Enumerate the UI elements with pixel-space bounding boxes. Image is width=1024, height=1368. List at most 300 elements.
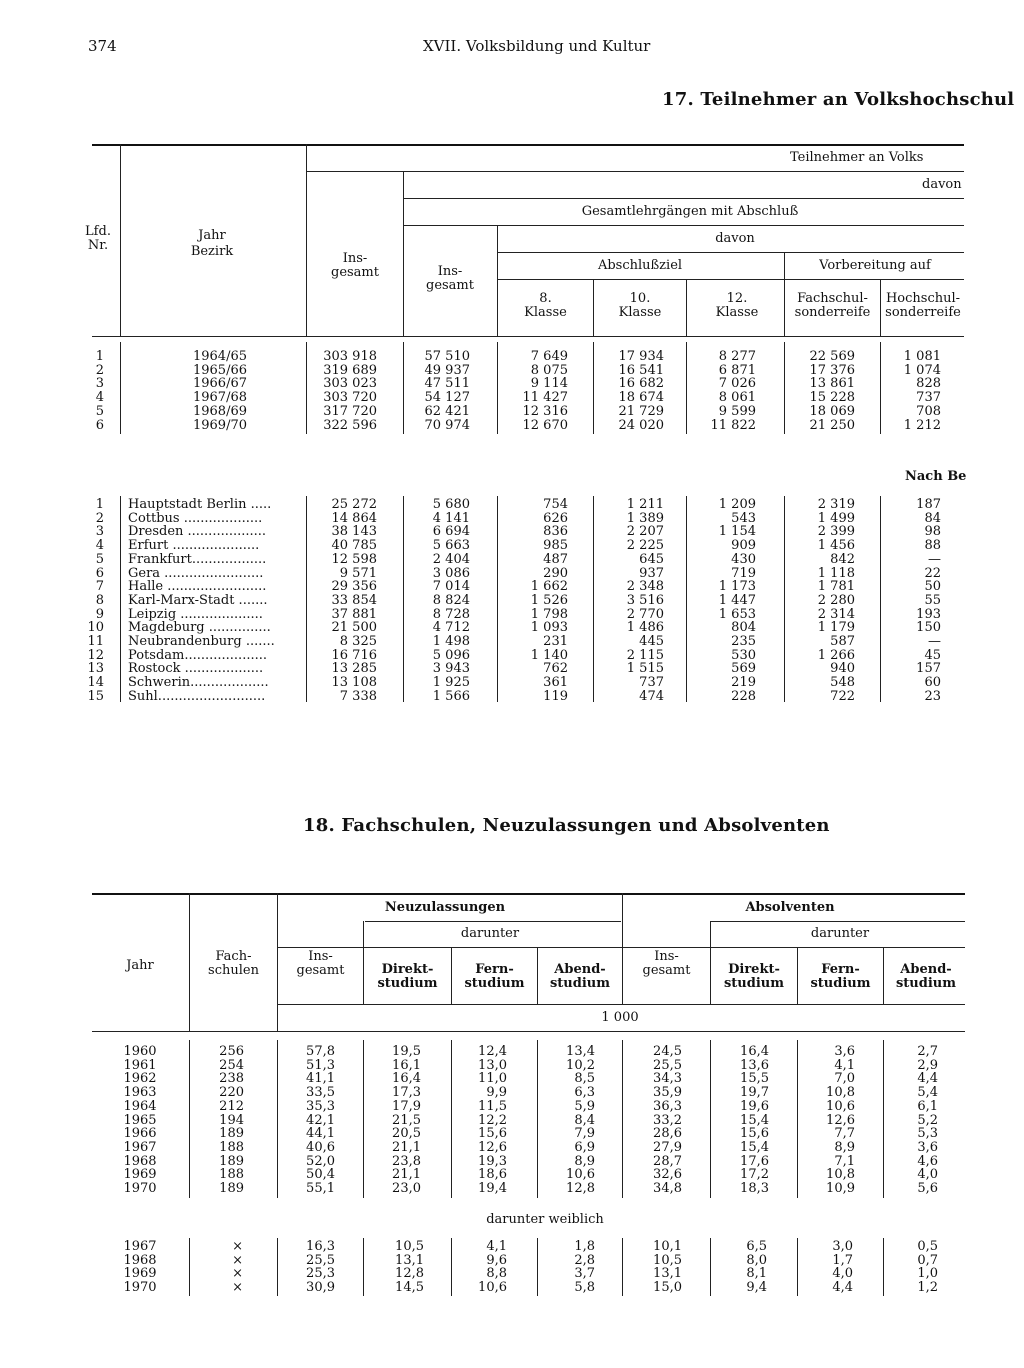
- table-cell: 12,2: [478, 1112, 507, 1128]
- table-cell: 2: [95, 510, 104, 526]
- table-cell: Magdeburg ...............: [128, 620, 271, 636]
- table-cell: 6,1: [917, 1098, 938, 1114]
- table-cell: 5: [95, 551, 104, 567]
- header-fachschulen: Fach- schulen: [208, 949, 259, 978]
- year-label-column: [170, 350, 270, 432]
- year-k10-column: [594, 350, 664, 432]
- table-cell: 47 511: [424, 376, 470, 392]
- table-cell: 2 314: [817, 606, 855, 622]
- table-cell: Hauptstadt Berlin .....: [128, 498, 272, 512]
- table-cell: 5 663: [432, 538, 470, 554]
- table-cell: 1,0: [917, 1266, 938, 1282]
- table-cell: 4: [95, 538, 104, 554]
- table-cell: 3: [95, 524, 104, 540]
- table-cell: 17,6: [740, 1153, 769, 1169]
- table-cell: 13,6: [740, 1057, 769, 1073]
- table-cell: 8 728: [432, 606, 470, 622]
- table-cell: 10,8: [826, 1167, 855, 1183]
- table-cell: 12: [87, 647, 104, 663]
- table-cell: 626: [543, 510, 568, 526]
- table-cell: Gera ........................: [128, 565, 264, 581]
- all-jahr-column: [110, 1045, 170, 1196]
- table-cell: 35,3: [306, 1098, 335, 1114]
- table-cell: 361: [543, 675, 568, 691]
- table-cell: 12 316: [522, 403, 568, 419]
- table-cell: 8,9: [834, 1139, 855, 1155]
- table17-title: 17. Teilnehmer an Volkshochschul: [662, 89, 1015, 110]
- table-cell: 1963: [123, 1085, 157, 1101]
- header-ab-abend: Abend- studium: [895, 962, 956, 991]
- table-cell: ×: [232, 1266, 243, 1282]
- table-cell: 21 250: [809, 417, 855, 433]
- table-cell: 189: [219, 1153, 244, 1169]
- table-cell: 70 974: [424, 417, 470, 433]
- district-insgesamt-column: [300, 498, 377, 704]
- table-cell: 28,7: [653, 1153, 682, 1169]
- header-neuzulassungen: Neuzulassungen: [384, 900, 506, 915]
- district-lehrg-insgesamt-column: [400, 498, 470, 704]
- table-cell: 4 712: [432, 620, 470, 636]
- table-cell: 27,9: [653, 1139, 682, 1155]
- district-k8-column: [498, 498, 568, 704]
- table-cell: 40 785: [331, 538, 377, 554]
- table-cell: 187: [916, 497, 941, 512]
- all-nz-fern-column: [452, 1045, 507, 1196]
- table-cell: 30,9: [306, 1280, 335, 1296]
- table-cell: 737: [639, 675, 664, 691]
- table-cell: 25,5: [306, 1252, 335, 1268]
- table-cell: 1964/65: [192, 349, 247, 364]
- table-cell: 1: [95, 349, 104, 364]
- table-cell: 10,8: [826, 1085, 855, 1101]
- table-cell: 19,3: [478, 1153, 507, 1169]
- table-cell: 708: [916, 403, 941, 419]
- table-cell: 4,0: [832, 1266, 853, 1282]
- table-cell: 5,8: [574, 1280, 595, 1296]
- table-cell: 5,2: [917, 1112, 938, 1128]
- table-cell: 2,8: [574, 1252, 595, 1268]
- header-teilnehmer: Teilnehmer an Volks: [790, 150, 924, 165]
- table-cell: 34,3: [653, 1071, 682, 1087]
- table-cell: 36,3: [653, 1098, 682, 1114]
- table-cell: ×: [232, 1252, 243, 1268]
- table-cell: 0,7: [917, 1252, 938, 1268]
- table-cell: 188: [219, 1167, 244, 1183]
- table-cell: 1 653: [718, 606, 756, 622]
- table-cell: 228: [731, 688, 756, 704]
- weiblich-label: darunter weiblich: [486, 1212, 604, 1227]
- table-cell: 256: [219, 1044, 244, 1059]
- unit-label: 1 000: [601, 1010, 639, 1025]
- table-cell: 50: [924, 579, 941, 595]
- table-cell: Karl-Marx-Stadt .......: [128, 592, 268, 608]
- weiblich-jahr-column: [110, 1240, 170, 1295]
- table-cell: 24 020: [618, 417, 664, 433]
- weiblich-ab-insgesamt-column: [623, 1240, 682, 1295]
- district-k10-column: [594, 498, 664, 704]
- table-cell: 1 118: [817, 565, 855, 581]
- table-cell: 5 680: [432, 497, 470, 512]
- table-cell: 23: [924, 688, 941, 704]
- table-cell: Erfurt .....................: [128, 538, 260, 554]
- table-cell: 1 526: [530, 592, 568, 608]
- table-cell: 1 173: [718, 579, 756, 595]
- table-cell: 13 861: [809, 376, 855, 392]
- table-cell: 8: [95, 592, 104, 608]
- table-cell: 3 516: [626, 592, 664, 608]
- table-cell: 14,5: [395, 1280, 424, 1296]
- table-cell: 62 421: [424, 403, 470, 419]
- table-cell: 11,0: [478, 1071, 507, 1087]
- table-cell: 17 934: [618, 349, 664, 364]
- table-cell: 1966/67: [192, 376, 247, 392]
- table-cell: Schwerin...................: [128, 675, 269, 691]
- table-cell: 1 211: [626, 497, 664, 512]
- all-nz-abend-column: [538, 1045, 595, 1196]
- table-cell: 188: [219, 1139, 244, 1155]
- table-cell: 12,6: [826, 1112, 855, 1128]
- table-cell: 254: [219, 1057, 244, 1073]
- table-cell: 1 179: [817, 620, 855, 636]
- table-cell: 543: [731, 510, 756, 526]
- table-cell: 985: [543, 538, 568, 554]
- table-cell: 15,0: [653, 1280, 682, 1296]
- table-cell: 8 325: [339, 634, 377, 650]
- table-cell: 11 822: [710, 417, 756, 433]
- year-lehrg-insgesamt-column: [400, 350, 470, 432]
- table-cell: 530: [731, 647, 756, 663]
- year-k8-column: [498, 350, 568, 432]
- table-cell: 2 348: [626, 579, 664, 595]
- table-cell: 2 280: [817, 592, 855, 608]
- table-cell: 10,6: [826, 1098, 855, 1114]
- header-gesamtlehrgaenge: Gesamtlehrgängen mit Abschluß: [581, 204, 799, 219]
- table-cell: 12,4: [478, 1044, 507, 1059]
- table-cell: 9: [95, 606, 104, 622]
- table-cell: 1969: [123, 1266, 157, 1282]
- table-cell: 487: [543, 551, 568, 567]
- table-cell: 1970: [123, 1280, 157, 1296]
- table-cell: 10,6: [566, 1167, 595, 1183]
- table-cell: 645: [639, 551, 664, 567]
- table-cell: 37 881: [331, 606, 377, 622]
- table-cell: 25,5: [653, 1057, 682, 1073]
- table-cell: 15: [87, 688, 104, 704]
- table-cell: 719: [731, 565, 756, 581]
- table-cell: 6,3: [574, 1085, 595, 1101]
- table-cell: 42,1: [306, 1112, 335, 1128]
- table-cell: 40,6: [306, 1139, 335, 1155]
- table-cell: 1 925: [432, 675, 470, 691]
- table-cell: 33 854: [331, 592, 377, 608]
- table-cell: 1962: [123, 1071, 157, 1087]
- nach-bezirken-label: Nach Be: [905, 469, 967, 484]
- table-cell: 8 824: [432, 592, 470, 608]
- table-cell: 1960: [123, 1044, 157, 1059]
- table-cell: 804: [731, 620, 756, 636]
- table-cell: 45: [924, 647, 941, 663]
- table-cell: 17,2: [740, 1167, 769, 1183]
- table-cell: 84: [924, 510, 941, 526]
- table-cell: ×: [232, 1239, 243, 1254]
- table-cell: 3,7: [574, 1266, 595, 1282]
- table-cell: ×: [232, 1280, 243, 1296]
- table18-title: 18. Fachschulen, Neuzulassungen und Absolventen: [303, 815, 830, 836]
- table-cell: 15 228: [809, 390, 855, 406]
- table-cell: 18 069: [809, 403, 855, 419]
- header-10-klasse: 10. Klasse: [618, 291, 662, 320]
- table-cell: 1966: [123, 1126, 157, 1142]
- table-cell: 33,5: [306, 1085, 335, 1101]
- table-cell: 50,4: [306, 1167, 335, 1183]
- table-cell: 29 356: [331, 579, 377, 595]
- year-fachschul-column: [785, 350, 855, 432]
- district-nr-column: [80, 498, 104, 704]
- weiblich-nz-insgesamt-column: [278, 1240, 335, 1295]
- table-cell: 6 694: [432, 524, 470, 540]
- table-cell: 11 427: [522, 390, 568, 406]
- table-cell: Halle ........................: [128, 579, 267, 595]
- all-ab-insgesamt-column: [623, 1045, 682, 1196]
- header-hochschul: Hochschul- sonderreife: [885, 291, 961, 320]
- table-cell: 6 871: [718, 362, 756, 378]
- table-cell: 1 798: [530, 606, 568, 622]
- table-cell: 9 599: [718, 403, 756, 419]
- table-cell: 55,1: [306, 1181, 335, 1197]
- table-cell: 290: [543, 565, 568, 581]
- table-cell: 1968/69: [192, 403, 247, 419]
- table-cell: 1 499: [817, 510, 855, 526]
- year-insgesamt-column: [300, 350, 377, 432]
- table-cell: 1 140: [530, 647, 568, 663]
- table-cell: 1 266: [817, 647, 855, 663]
- table-cell: 2: [95, 362, 104, 378]
- table-cell: 13,0: [478, 1057, 507, 1073]
- table-cell: 12 670: [522, 417, 568, 433]
- table-cell: 10,5: [395, 1239, 424, 1254]
- table-cell: 44,1: [306, 1126, 335, 1142]
- table-cell: 12,6: [478, 1139, 507, 1155]
- table-cell: 5,6: [917, 1181, 938, 1197]
- table-cell: 18,3: [740, 1181, 769, 1197]
- table-cell: Dresden ...................: [128, 524, 267, 540]
- table-cell: 1961: [123, 1057, 157, 1073]
- table-cell: 10,9: [826, 1181, 855, 1197]
- header-ab-darunter: darunter: [810, 926, 870, 941]
- table-cell: 41,1: [306, 1071, 335, 1087]
- table-cell: Neubrandenburg .......: [128, 634, 275, 650]
- table-cell: 11: [87, 634, 104, 650]
- table-cell: 1967: [123, 1139, 157, 1155]
- table-cell: 14: [87, 675, 104, 691]
- table-cell: 12 598: [331, 551, 377, 567]
- table-cell: 157: [916, 661, 941, 677]
- table-cell: 3 086: [432, 565, 470, 581]
- table-cell: 21 500: [331, 620, 377, 636]
- district-hochschul-column: [880, 498, 941, 704]
- table-cell: 1 781: [817, 579, 855, 595]
- table-cell: 16 682: [618, 376, 664, 392]
- table-cell: 9,4: [746, 1280, 767, 1296]
- table-cell: 88: [924, 538, 941, 554]
- table-cell: 0,5: [917, 1239, 938, 1254]
- table-cell: 3,6: [917, 1139, 938, 1155]
- table-cell: 2 319: [817, 497, 855, 512]
- table-cell: 7,9: [574, 1126, 595, 1142]
- table-cell: 1 447: [718, 592, 756, 608]
- table-cell: 7 649: [530, 349, 568, 364]
- weiblich-nz-direkt-column: [364, 1240, 424, 1295]
- header-ab-fern: Fern- studium: [810, 962, 871, 991]
- weiblich-ab-direkt-column: [711, 1240, 767, 1295]
- table-cell: 2 770: [626, 606, 664, 622]
- table-cell: 4,1: [486, 1239, 507, 1254]
- table-cell: 4,6: [917, 1153, 938, 1169]
- table-cell: 1 486: [626, 620, 664, 636]
- table-cell: 38 143: [331, 524, 377, 540]
- table-cell: 430: [731, 551, 756, 567]
- table-cell: Suhl..........................: [128, 688, 266, 704]
- weiblich-nz-abend-column: [538, 1240, 595, 1295]
- table-cell: 6: [95, 417, 104, 433]
- table-cell: Rostock ...................: [128, 661, 264, 677]
- table-cell: 12,8: [566, 1181, 595, 1197]
- district-fachschul-column: [785, 498, 855, 704]
- weiblich-nz-fern-column: [452, 1240, 507, 1295]
- table-cell: 54 127: [424, 390, 470, 406]
- table-cell: 8 075: [530, 362, 568, 378]
- table-cell: 722: [830, 688, 855, 704]
- table-cell: 4,0: [917, 1167, 938, 1183]
- table-cell: 21,5: [392, 1112, 421, 1128]
- table-cell: 2 207: [626, 524, 664, 540]
- table-cell: 6: [95, 565, 104, 581]
- year-nr-column: [80, 350, 104, 432]
- all-ab-abend-column: [884, 1045, 938, 1196]
- table-cell: 9 114: [530, 376, 568, 392]
- all-ab-fern-column: [798, 1045, 855, 1196]
- year-k12-column: [686, 350, 756, 432]
- table-cell: Potsdam....................: [128, 647, 267, 663]
- table-cell: 21,1: [392, 1167, 421, 1183]
- table-cell: 16,1: [392, 1057, 421, 1073]
- header-ab-direkt: Direkt- studium: [723, 962, 784, 991]
- table-cell: 1967/68: [192, 390, 247, 406]
- table-cell: 303 720: [323, 390, 377, 406]
- table-cell: 16,4: [392, 1071, 421, 1087]
- table-cell: 13: [87, 661, 104, 677]
- table-cell: 1 074: [903, 362, 941, 378]
- header-insgesamt-1: Ins- gesamt: [331, 251, 379, 280]
- table-cell: 16 716: [331, 647, 377, 663]
- table-cell: 317 720: [323, 403, 377, 419]
- table-cell: 7 026: [718, 376, 756, 392]
- table-cell: 25,3: [306, 1266, 335, 1282]
- table-cell: 16 541: [618, 362, 664, 378]
- table-cell: 2 404: [432, 551, 470, 567]
- table-cell: 21 729: [618, 403, 664, 419]
- table-cell: 22 569: [809, 349, 855, 364]
- table-cell: 235: [731, 634, 756, 650]
- table-cell: 1 209: [718, 497, 756, 512]
- weiblich-ab-abend-column: [884, 1240, 938, 1295]
- table-cell: 15,5: [740, 1071, 769, 1087]
- table-cell: 3 943: [432, 661, 470, 677]
- table-cell: 1 212: [903, 417, 941, 433]
- table-cell: 1968: [123, 1252, 157, 1268]
- table-cell: 587: [830, 634, 855, 650]
- table-cell: 57 510: [424, 349, 470, 364]
- table-cell: 4: [95, 390, 104, 406]
- table-cell: 1969: [123, 1167, 157, 1183]
- table-cell: 9,9: [486, 1085, 507, 1101]
- table-cell: 4 141: [432, 510, 470, 526]
- header-nz-darunter: darunter: [460, 926, 520, 941]
- table-cell: 1,8: [574, 1239, 595, 1254]
- table-cell: 1968: [123, 1153, 157, 1169]
- table-cell: 19,5: [392, 1044, 421, 1059]
- table-cell: 189: [219, 1126, 244, 1142]
- table-cell: 238: [219, 1071, 244, 1087]
- header-jahr: Jahr: [126, 958, 154, 973]
- table-cell: 2 399: [817, 524, 855, 540]
- table-cell: 194: [219, 1112, 244, 1128]
- weiblich-fachschulen-column: [190, 1240, 243, 1295]
- table-cell: 3,6: [834, 1044, 855, 1059]
- table-cell: 11,5: [478, 1098, 507, 1114]
- table-cell: 1970: [123, 1181, 157, 1197]
- all-fachschulen-column: [190, 1045, 244, 1196]
- table-cell: 3: [95, 376, 104, 392]
- header-davon-2: davon: [715, 231, 755, 246]
- table-cell: 18,6: [478, 1167, 507, 1183]
- table-cell: 24,5: [653, 1044, 682, 1059]
- running-head: XVII. Volksbildung und Kultur: [423, 37, 651, 55]
- table-cell: 1 566: [432, 688, 470, 704]
- district-k12-column: [686, 498, 756, 704]
- table-cell: 2,9: [917, 1057, 938, 1073]
- header-nz-fern: Fern- studium: [464, 962, 525, 991]
- table-cell: 10,2: [566, 1057, 595, 1073]
- header-absolventen: Absolventen: [745, 900, 835, 915]
- table-cell: 8,5: [574, 1071, 595, 1087]
- table-cell: 17,3: [392, 1085, 421, 1101]
- page-number: 374: [88, 37, 117, 55]
- table-cell: Cottbus ...................: [128, 510, 263, 526]
- table-cell: 7,1: [834, 1153, 855, 1169]
- table-cell: 2 225: [626, 538, 664, 554]
- table-cell: 303 023: [323, 376, 377, 392]
- table-cell: 193: [916, 606, 941, 622]
- table-cell: 14 864: [331, 510, 377, 526]
- table-cell: 1 093: [530, 620, 568, 636]
- table-cell: 7 338: [339, 688, 377, 704]
- table-cell: 7,7: [834, 1126, 855, 1142]
- table-cell: 1969/70: [192, 417, 247, 433]
- table-cell: 8 277: [718, 349, 756, 364]
- table-cell: 8 061: [718, 390, 756, 406]
- table-cell: 15,6: [740, 1126, 769, 1142]
- table-cell: 25 272: [331, 497, 377, 512]
- header-nz-insgesamt: Ins- gesamt: [296, 949, 345, 978]
- table-cell: 15,4: [740, 1112, 769, 1128]
- header-nz-abend: Abend- studium: [549, 962, 610, 991]
- table-cell: 189: [219, 1181, 244, 1197]
- table-cell: 319 689: [323, 362, 377, 378]
- table-cell: 22: [924, 565, 941, 581]
- table-cell: 219: [731, 675, 756, 691]
- table-cell: 13,4: [566, 1044, 595, 1059]
